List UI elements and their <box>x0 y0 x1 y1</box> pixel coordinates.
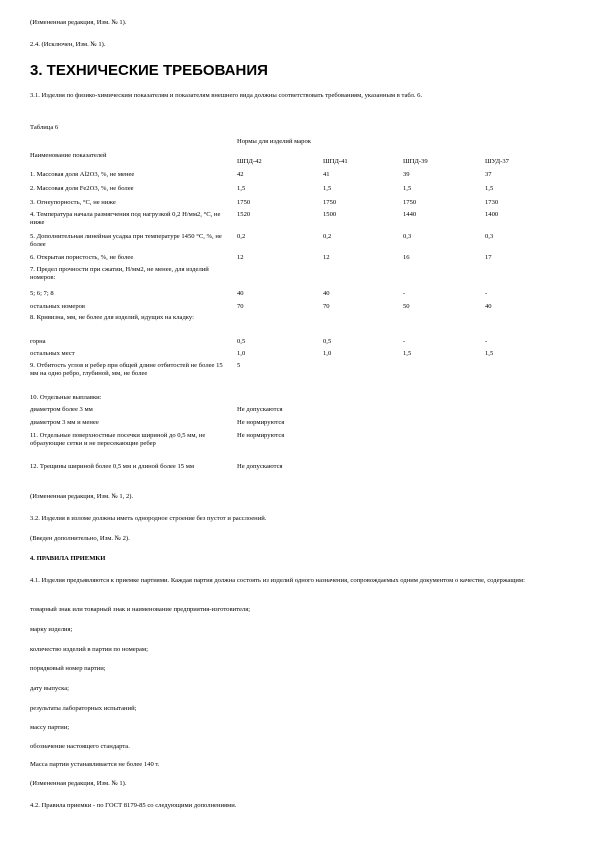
table-cell: 1,5 <box>237 185 246 192</box>
table-cell: 40 <box>237 290 244 297</box>
table-cell: 1500 <box>323 211 337 218</box>
table-row-label: остальных номеров <box>30 303 86 310</box>
batch-mass-note: Масса партии устанавливается не более 140 т. <box>30 761 160 768</box>
amendment-note: (Измененная редакция, Изм. № 1). <box>30 780 127 787</box>
table-cell: 12 <box>237 254 244 261</box>
table-caption: Таблица 6 <box>30 124 59 131</box>
table-cell: 5 <box>237 362 241 369</box>
table-cell: Не нормируются <box>237 419 285 426</box>
table-cell: 12 <box>323 254 330 261</box>
table-row-label: 12. Трещины шириной более 0,5 мм и длиной более 15 мм <box>30 463 195 470</box>
table-row-label: 11. Отдельные поверхностные посечки шириной до 0,5 мм, не образующие сетки и не пересекающие ребер <box>30 432 206 447</box>
table-header-norms: Нормы для изделий марок <box>237 138 311 145</box>
paragraph-3-1: 3.1. Изделия по физико-химическим показателям и показателям внешнего вида должны соответствовать требованиям, указанным в табл. 6. <box>30 92 423 99</box>
table-cell: 1750 <box>237 199 251 206</box>
table-cell: 1,5 <box>485 185 494 192</box>
table-cell: 70 <box>237 303 244 310</box>
table-cell: 1,0 <box>323 350 332 357</box>
table-row-label: 10. Отдельные выплавки: <box>30 394 102 401</box>
table-cell: Не допускаются <box>237 463 283 470</box>
table-cell: 16 <box>403 254 410 261</box>
table-cell: 1750 <box>403 199 417 206</box>
table-cell: - <box>485 290 488 297</box>
table-row-label: 1. Массовая доля Al2O3, %, не менее <box>30 171 135 178</box>
list-item: порядковый номер партии; <box>30 665 106 672</box>
table-cell: 0,2 <box>323 233 332 240</box>
table-row-label: 4. Температура начала размягчения под нагрузкой 0,2 Н/мм2, °С, не ниже <box>30 211 221 226</box>
table-row-label: горна <box>30 338 46 345</box>
section-4-title: 4. ПРАВИЛА ПРИЕМКИ <box>30 555 106 562</box>
table-header-name: Наименование показателей <box>30 152 107 159</box>
table-cell: 0,5 <box>237 338 246 345</box>
grade-header: ШПД-42 <box>237 158 262 165</box>
table-cell: 39 <box>403 171 410 178</box>
paragraph-4-1: 4.1. Изделия предъявляются к приемке партиями. Каждая партия должна состоять из изделий одного назначения, сопровождаемых одним документом о качестве, содержащим: <box>30 577 525 584</box>
list-item: обозначение настоящего стандарта. <box>30 743 130 750</box>
amendment-note: (Введен дополнительно, Изм. № 2). <box>30 535 130 542</box>
table-cell: 1,5 <box>403 185 412 192</box>
table-row-label: 2. Массовая доля Fe2O3, %, не более <box>30 185 134 192</box>
grade-header: ШПД-39 <box>403 158 428 165</box>
table-cell: 0,3 <box>485 233 494 240</box>
list-item: дату выпуска; <box>30 685 70 692</box>
table-cell: 1,5 <box>485 350 494 357</box>
amendment-note: (Измененная редакция, Изм. № 1, 2). <box>30 493 134 500</box>
grade-header: ШПД-41 <box>323 158 348 165</box>
table-row-label: диаметром более 3 мм <box>30 406 93 413</box>
table-cell: 50 <box>403 303 410 310</box>
table-cell: 1750 <box>323 199 337 206</box>
table-cell: 70 <box>323 303 330 310</box>
table-row-label: 6. Открытая пористость, %, не более <box>30 254 134 261</box>
paragraph-3-2: 3.2. Изделия в изломе должны иметь однородное строение без пустот и расслоений. <box>30 515 267 522</box>
requirements-table <box>30 138 570 488</box>
table-cell: 1440 <box>403 211 417 218</box>
table-cell: 1,0 <box>237 350 246 357</box>
clause-2-4-note: 2.4. (Исключен, Изм. № 1). <box>30 41 106 48</box>
table-cell: 0,2 <box>237 233 246 240</box>
grade-header: ШУД-37 <box>485 158 509 165</box>
table-cell: 40 <box>485 303 492 310</box>
table-cell: Не нормируются <box>237 432 285 439</box>
table-row-label: 9. Отбитость углов и ребер при общей длине отбитостей не более 15 мм на одно ребро, глубиной, мм, не более <box>30 362 223 377</box>
table-cell: 17 <box>485 254 492 261</box>
table-cell: 1730 <box>485 199 499 206</box>
section-title: 3. ТЕХНИЧЕСКИЕ ТРЕБОВАНИЯ <box>30 62 268 79</box>
table-cell: 42 <box>237 171 244 178</box>
table-row-label: 7. Предел прочности при сжатии, Н/мм2, не менее, для изделий номеров: <box>30 266 209 281</box>
list-item: массу партии; <box>30 724 70 731</box>
table-cell: - <box>485 338 488 345</box>
table-cell: - <box>403 338 406 345</box>
table-cell: 40 <box>323 290 330 297</box>
table-cell: Не допускаются <box>237 406 283 413</box>
paragraph-4-2: 4.2. Правила приемки - по ГОСТ 8179-85 со следующими дополнениями. <box>30 802 237 809</box>
table-cell: 1,5 <box>323 185 332 192</box>
list-item: результаты лабораторных испытаний; <box>30 705 137 712</box>
amendment-note-top: (Измененная редакция, Изм. № 1). <box>30 19 127 26</box>
table-cell: - <box>403 290 406 297</box>
table-row-label: 5; 6; 7; 8 <box>30 290 54 297</box>
table-cell: 41 <box>323 171 330 178</box>
table-cell: 0,3 <box>403 233 412 240</box>
table-cell: 1520 <box>237 211 251 218</box>
table-row-label: 5. Дополнительная линейная усадка при температуре 1450 °С, %, не более <box>30 233 222 248</box>
list-item: товарный знак или товарный знак и наименование предприятия-изготовителя; <box>30 606 251 613</box>
table-row-label: 3. Огнеупорность, °С, не ниже <box>30 199 116 206</box>
table-row-label: диаметром 3 мм и менее <box>30 419 99 426</box>
list-item: количество изделий в партии по номерам; <box>30 646 148 653</box>
list-item: марку изделия; <box>30 626 73 633</box>
table-row-label: остальных мест <box>30 350 75 357</box>
table-cell: 0,5 <box>323 338 332 345</box>
table-row-label: 8. Кривизна, мм, не более для изделий, идущих на кладку: <box>30 314 194 321</box>
table-cell: 1400 <box>485 211 499 218</box>
table-cell: 37 <box>485 171 492 178</box>
table-cell: 1,5 <box>403 350 412 357</box>
